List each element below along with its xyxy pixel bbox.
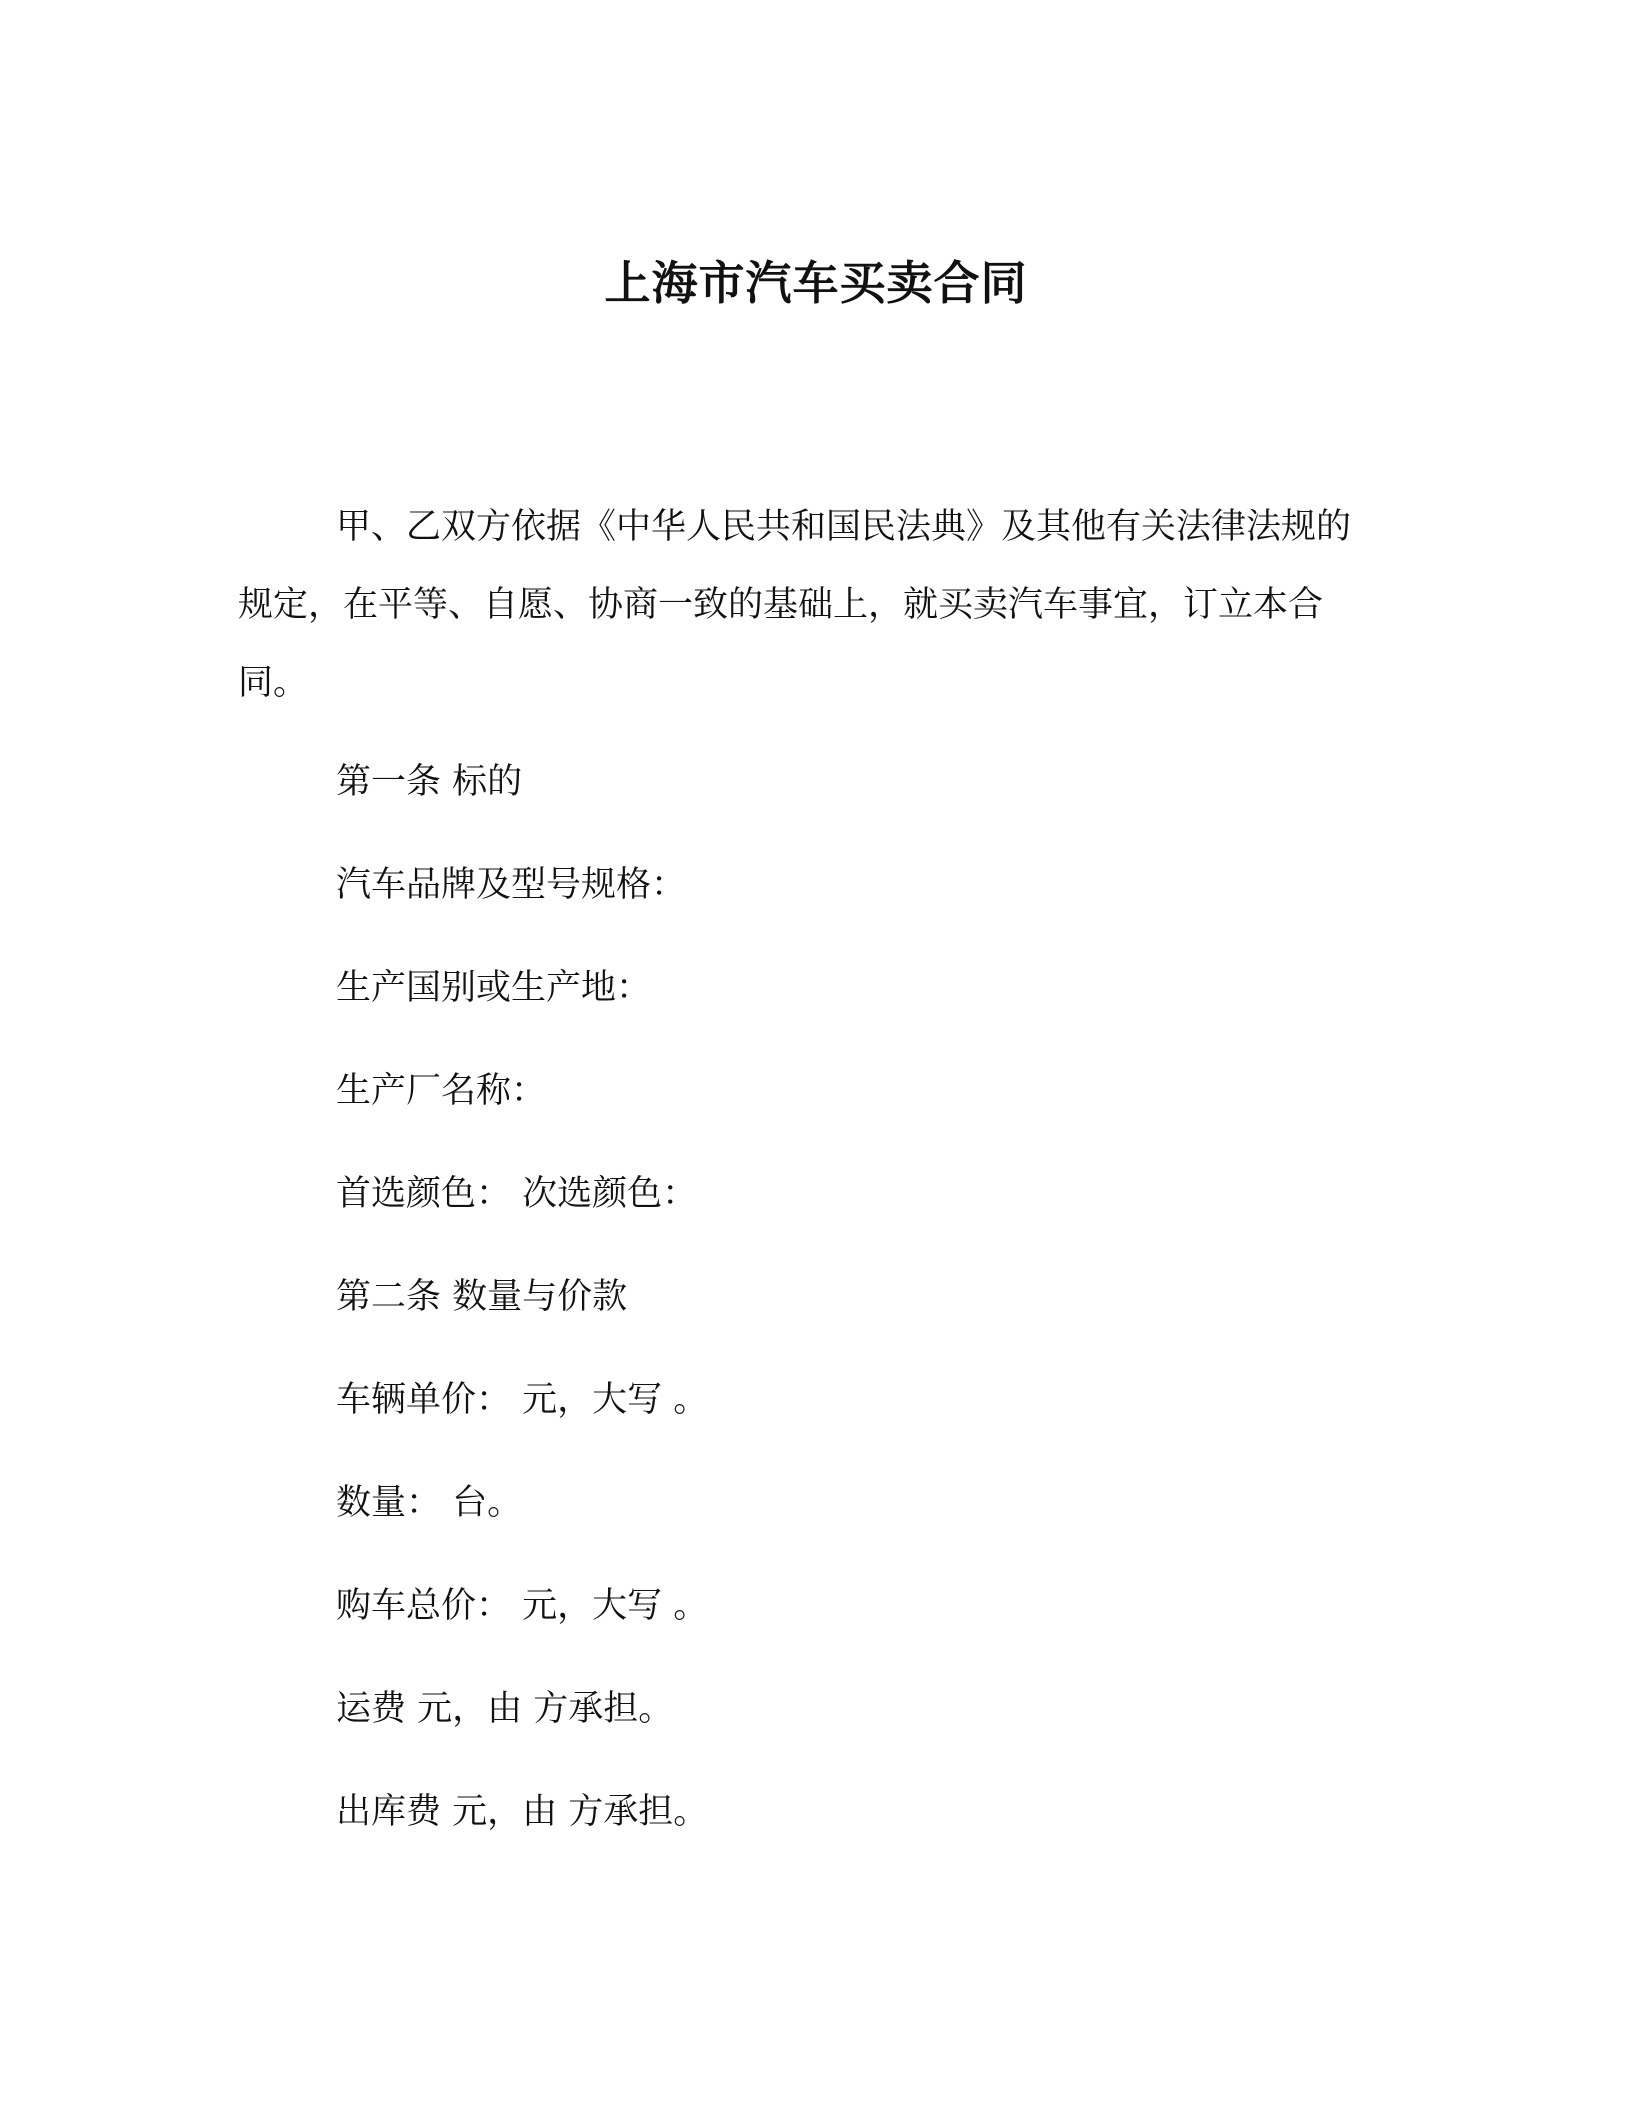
car-brand-model-line: 汽车品牌及型号规格： (336, 865, 687, 905)
quantity-line: 数量： 台。 (336, 1483, 523, 1523)
freight-line: 运费 元，由 方承担。 (336, 1689, 674, 1729)
contract-title: 上海市汽车买卖合同 (604, 255, 1028, 310)
clause-1-heading: 第一条 标的 (336, 762, 523, 802)
manufacturer-line: 生产厂名称： (336, 1071, 547, 1111)
color-choice-line: 首选颜色： 次选颜色： (336, 1174, 698, 1214)
warehouse-fee-line: 出库费 元，由 方承担。 (336, 1792, 709, 1832)
clause-2-heading: 第二条 数量与价款 (336, 1277, 628, 1317)
origin-country-line: 生产国别或生产地： (336, 968, 652, 1008)
total-price-line: 购车总价： 元，大写 。 (336, 1586, 709, 1626)
intro-paragraph: 甲、乙双方依据《中华人民共和国民法典》及其他有关法律法规的规定，在平等、自愿、协商一致的基础上，就买卖汽车事宜，订立本合同。 (238, 507, 1352, 703)
unit-price-line: 车辆单价： 元，大写 。 (336, 1380, 709, 1420)
